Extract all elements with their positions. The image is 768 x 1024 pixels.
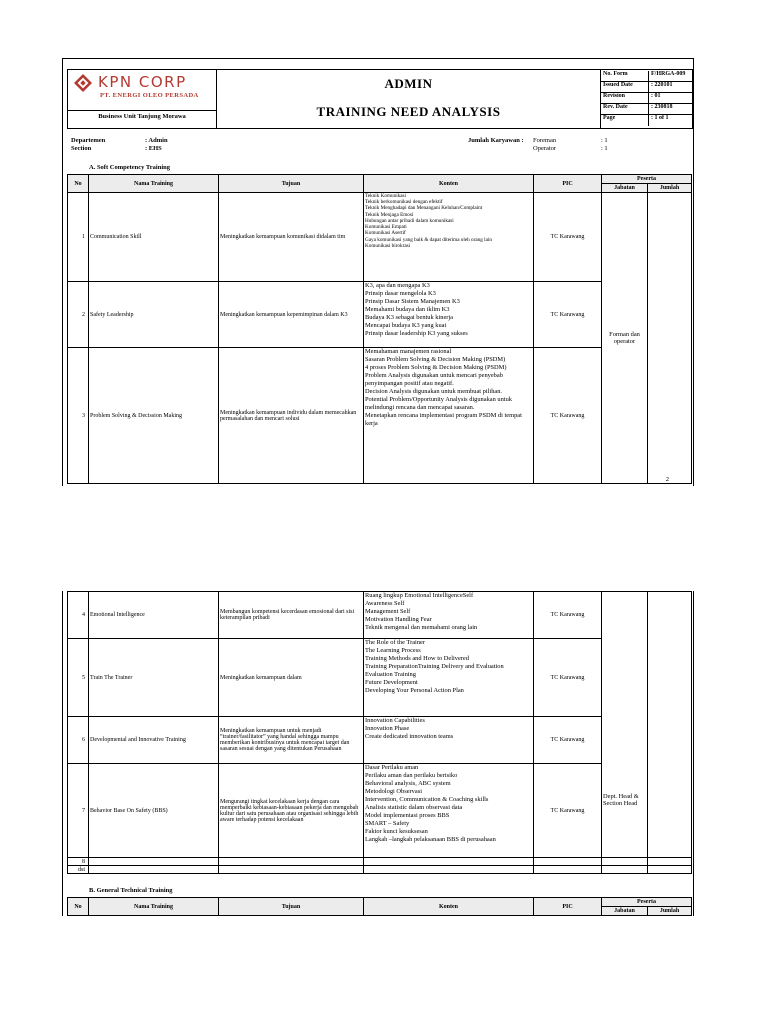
page-2 xyxy=(62,591,694,916)
table-row-empty xyxy=(68,858,692,866)
section-b-title: B. General Technical Training xyxy=(89,887,173,894)
col-jabatan: Jabatan xyxy=(602,184,648,193)
foreman-count: : 1 xyxy=(601,137,608,144)
row-tujuan: Meningkatkan kemampuan komunikasi didalam tim xyxy=(219,193,364,282)
logo-subtitle: PT. ENERGI OLEO PERSADA xyxy=(100,92,199,99)
title-cell xyxy=(217,70,600,128)
row-konten: Ruang lingkup Emotional IntelligenceSelf Awareness Self Management Self Motivation Handling Fear Teknik mengenal dan memahami orang lain xyxy=(364,592,534,639)
col-no: No xyxy=(68,898,89,916)
col-pic: PIC xyxy=(534,175,602,193)
row-tujuan: Mengurangi tingkat kecelakaan kerja dengan cara memperbaiki kebiasaan-kebiasaan pekerja dan mengubah kultur dari satu perusahaan atau organisasi sehingga lebih aware terhadap potensi kecelakaan xyxy=(219,764,364,858)
row-nama: Emotional Intelligence xyxy=(89,592,219,639)
col-jumlah: Jumlah xyxy=(648,184,692,193)
logo-cell xyxy=(68,70,217,128)
table-row xyxy=(68,282,692,348)
row-no: 8 xyxy=(68,858,89,866)
row-no: 4 xyxy=(68,592,89,639)
meta-value: : 230818 xyxy=(648,104,673,115)
row-nama: Communication Skill xyxy=(89,193,219,282)
meta-value: F/HRGA-009 xyxy=(648,71,685,82)
table-row-empty xyxy=(68,866,692,874)
peserta-jumlah xyxy=(648,592,692,858)
row-pic: TC Karawang xyxy=(534,717,602,764)
row-konten: Memahaman manajemen rasional Sasaran Problem Solving & Decision Making (PSDM) 4 proses Problem Solving & Decision Making (PSDM) Problem Analysis digunakan untuk mencari penyebab penyimpangan positif atau negatif. Decision Analysis digunakan untuk membuat pilihan. Potential Problem/Opportunity Analysis digunakan untuk melindungi rencana dan mencapai sasaran. Menetapkan rencana implementasi program PSDM di tempat kerja xyxy=(364,348,534,484)
kpn-logo-icon xyxy=(74,74,92,92)
meta-value: : 220101 xyxy=(648,82,673,93)
meta-value: : 01 xyxy=(648,93,661,104)
row-pic: TC Karawang xyxy=(534,592,602,639)
form-meta xyxy=(600,70,693,128)
row-tujuan: Meningkatkan kemampuan dalam xyxy=(219,639,364,717)
table-row xyxy=(68,592,692,639)
row-no: 3 xyxy=(68,348,89,484)
row-no: 2 xyxy=(68,282,89,348)
training-table-a-continued xyxy=(67,591,692,874)
row-tujuan: Meningkatkan kemampuan kepemimpinan dalam K3 xyxy=(219,282,364,348)
col-pic: PIC xyxy=(534,898,602,916)
meta-key: Rev. Date xyxy=(603,104,628,110)
section-label: Section xyxy=(71,145,92,152)
section-a-title: A. Soft Competency Training xyxy=(89,164,171,171)
row-nama: Problem Solving & Decission Making xyxy=(89,348,219,484)
meta-key: Issued Date xyxy=(603,82,633,88)
row-pic: TC Karawang xyxy=(534,348,602,484)
operator-label: Operator xyxy=(533,145,557,152)
row-no: 7 xyxy=(68,764,89,858)
table-row xyxy=(68,764,692,858)
row-pic: TC Karawang xyxy=(534,639,602,717)
row-konten: Teknik Komunikasi Teknik berkomunikasi dengan efektif Teknik Menghadapi dan Menangani Keluhan/Complaint Teknik Menjaga Emosi Hubungan antar pribadi dalam komunikasi Komunikasi Empati Komunikasi Asertif Gaya komunikasi yang baik & dapat diterima oleh orang lain Komunikasi birokrasi xyxy=(364,193,534,282)
col-nama: Nama Training xyxy=(89,898,219,916)
row-nama: Train The Trainer xyxy=(89,639,219,717)
row-no: 1 xyxy=(68,193,89,282)
peserta-jabatan-text: Dept. Head & Section Head xyxy=(603,792,639,807)
logo-name: KPN CORP xyxy=(98,73,187,91)
row-no: dst xyxy=(68,866,89,874)
col-no: No xyxy=(68,175,89,193)
meta-row xyxy=(601,114,693,125)
col-konten: Konten xyxy=(364,898,534,916)
operator-count: : 1 xyxy=(601,145,608,152)
row-no: 5 xyxy=(68,639,89,717)
row-nama: Behavior Base On Safety (BBS) xyxy=(89,764,219,858)
col-peserta: Peserta xyxy=(602,175,692,184)
row-konten: Dasar Perilaku aman Perilaku aman dan perilaku berisiko Behavioral analysis, ABC system Metodologi Observasi Intervention, Communication & Coaching skills Analisis statistic dalam observasi data Model implementasi proses BBS SMART – Safety Faktor kunci kesuksesan Langkah –langkah pelaksanaan BBS di perusahaan xyxy=(364,764,534,858)
document-title: TRAINING NEED ANALYSIS xyxy=(316,104,501,119)
row-pic: TC Karawang xyxy=(534,764,602,858)
row-tujuan: Membangun kompetensi kecerdasan emosional dari sisi keterampilan pribadi xyxy=(219,592,364,639)
jumlah-karyawan-label: Jumlah Karyawan : xyxy=(468,137,524,144)
peserta-jabatan: Forman dan operator xyxy=(602,193,648,484)
col-tujuan: Tujuan xyxy=(219,898,364,916)
department-title: ADMIN xyxy=(384,76,433,91)
foreman-label: Foreman xyxy=(533,137,557,144)
meta-key: No. Form xyxy=(603,71,628,77)
training-table-a xyxy=(67,174,692,484)
table-row xyxy=(68,717,692,764)
meta-key: Revision xyxy=(603,93,626,99)
table-row xyxy=(68,639,692,717)
row-nama: Developmental and Innovative Training xyxy=(89,717,219,764)
dept-value: : Admin xyxy=(145,137,168,144)
row-konten: Innovation Capabilities Innovation Phase Create dedicated innovation teams xyxy=(364,717,534,764)
table-row xyxy=(68,348,692,484)
row-pic: TC Karawang xyxy=(534,282,602,348)
col-nama: Nama Training xyxy=(89,175,219,193)
row-tujuan: Meningkatkan kemampuan untuk menjadi “trainer/fasilitator” yang handal sehingga mampu memberikan kontribusinya untuk mencapai target dan sasaran sesuai dengan yang ditentukan Perusahaan xyxy=(219,717,364,764)
meta-value: : 1 of 1 xyxy=(648,115,669,126)
business-unit: Business Unit Tanjung Morawa xyxy=(68,110,216,129)
col-jumlah: Jumlah xyxy=(648,907,692,916)
peserta-jabatan xyxy=(602,592,648,858)
row-nama: Safety Leadership xyxy=(89,282,219,348)
col-peserta: Peserta xyxy=(602,898,692,907)
row-tujuan: Meningkatkan kemampuan individu dalam memecahkan permasalahan dan mencari solusi xyxy=(219,348,364,484)
col-jabatan: Jabatan xyxy=(602,907,648,916)
dept-label: Departemen xyxy=(71,137,106,144)
meta-key: Page xyxy=(603,115,616,121)
training-table-b xyxy=(67,897,692,916)
page-1 xyxy=(62,58,694,486)
col-konten: Konten xyxy=(364,175,534,193)
row-pic: TC Karawang xyxy=(534,193,602,282)
col-tujuan: Tujuan xyxy=(219,175,364,193)
table-row xyxy=(68,193,692,282)
row-konten: The Role of the Trainer The Learning Process Training Methods and How to Delivered Training PreparationTraining Delivery and Evaluation Evaluation Training Future Development Developing Your Personal Action Plan xyxy=(364,639,534,717)
row-konten: K3, apa dan mengapa K3 Prinsip dasar mengelola K3 Prinsip Dasar Sistem Manajemen K3 Memahami budaya dan iklim K3 Budaya K3 sebagai bentuk kinerja Mencapai budaya K3 yang kuat Prinsip dasar leadership K3 yang sukses xyxy=(364,282,534,348)
peserta-jumlah: 2 xyxy=(648,193,692,484)
row-no: 6 xyxy=(68,717,89,764)
section-value: : EHS xyxy=(145,145,162,152)
